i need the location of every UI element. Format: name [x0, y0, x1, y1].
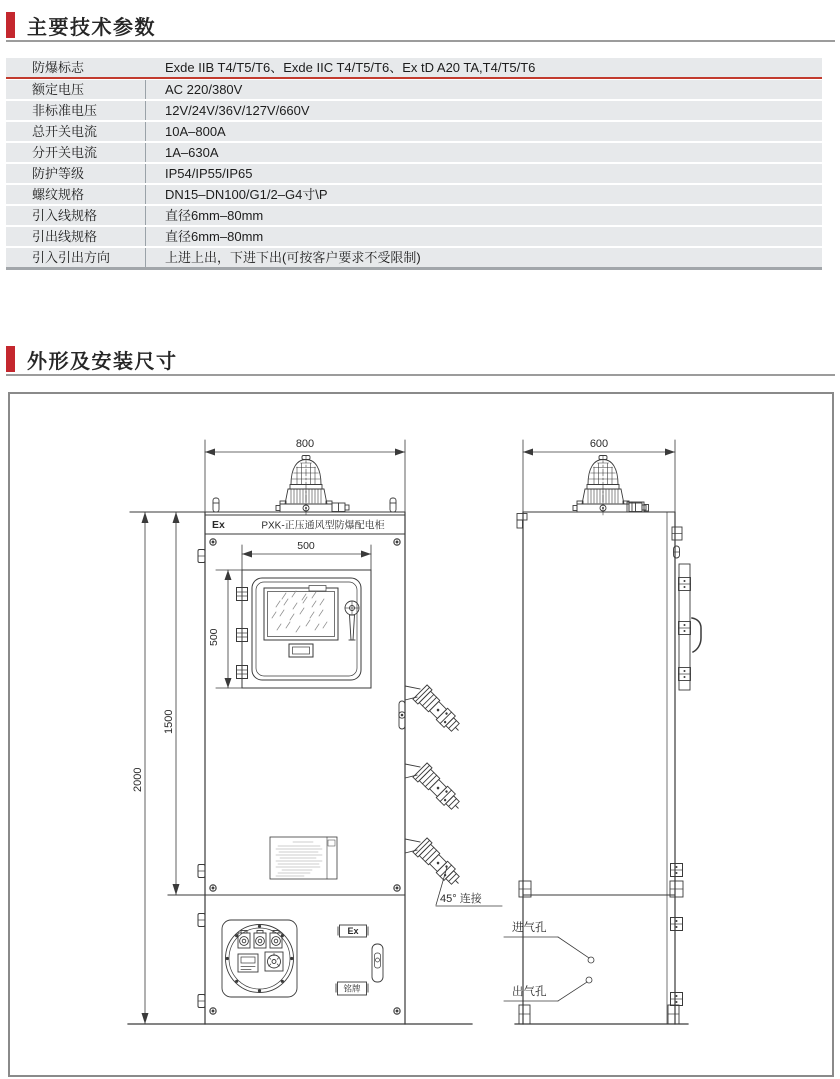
- warning-nameplate: [270, 837, 337, 879]
- connection-45-label: 45° 连接: [440, 893, 482, 905]
- front-view: [128, 438, 502, 1024]
- dimension-2000: [132, 512, 149, 1024]
- panel-meter: [238, 954, 258, 972]
- side-door-handle: [692, 618, 701, 652]
- side-view: [504, 438, 701, 1024]
- table-row: [6, 185, 822, 204]
- section-header: [6, 346, 835, 372]
- technical-drawing-frame: [8, 392, 834, 1077]
- air-inlet-callout: [504, 920, 594, 963]
- spec-value: 上进上出，下进下出(可按客户要求不受限制): [165, 250, 421, 265]
- beacon-side: [573, 455, 646, 515]
- dimension-600: [523, 438, 675, 511]
- screen-label-chip: [309, 586, 326, 592]
- dim-600-label: 600: [589, 438, 609, 450]
- hinge-rail: [679, 564, 702, 690]
- air-outlet-callout: [504, 977, 592, 1001]
- spec-table: [6, 58, 822, 270]
- table-row: [6, 206, 822, 225]
- section-rule: [6, 40, 835, 42]
- control-flange: [222, 920, 297, 997]
- red-accent-bar: [6, 12, 15, 38]
- table-row: [6, 143, 822, 162]
- spec-label: 螺纹规格: [6, 185, 146, 204]
- dim-500-width-label: 500: [297, 540, 315, 552]
- display-screen: [264, 586, 338, 641]
- cabinet-name-band: [205, 515, 405, 534]
- inner-door: [237, 570, 372, 688]
- ex-plate-label: Ex: [347, 926, 359, 936]
- bottom-panel: [222, 920, 383, 997]
- connection-45-callout: [436, 867, 502, 906]
- spec-value: 直径6mm–80mm: [165, 229, 264, 244]
- section-rule: [6, 374, 835, 376]
- top-left-bracket: [517, 514, 527, 529]
- spec-value: 1A–630A: [165, 145, 219, 160]
- nameplate-tag: [336, 982, 368, 995]
- spec-value: Exde IIB T4/T5/T6、Exde IIC T4/T5/T6、Ex tD A20 TA,T4/T5/T6: [165, 60, 536, 75]
- spec-value: 12V/24V/36V/127V/660V: [165, 103, 310, 118]
- cabinet-type-label: PXK-正压通风型防爆配电柜: [261, 520, 385, 532]
- panel-handle: [372, 944, 383, 982]
- dim-1500-label: 1500: [163, 709, 175, 734]
- dim-800-label: 800: [295, 438, 315, 450]
- panel-button: [265, 952, 283, 971]
- dim-2000-label: 2000: [132, 767, 144, 792]
- spec-label: 引入引出方向: [6, 248, 146, 267]
- spec-value: 10A–800A: [165, 124, 226, 139]
- spec-label: 防护等级: [6, 164, 146, 183]
- spec-value: DN15–DN100/G1/2–G4寸\P: [165, 187, 328, 202]
- table-row: [6, 227, 822, 246]
- beacon-front: [276, 455, 349, 515]
- beacon-junction-box: [627, 502, 649, 512]
- table-row: [6, 122, 822, 141]
- spec-label: 额定电压: [6, 80, 146, 99]
- nameplate-label: 铭牌: [343, 983, 361, 994]
- bottom-feet: [519, 1005, 679, 1024]
- section-header: [6, 12, 835, 38]
- spec-label: 非标准电压: [6, 101, 146, 120]
- spec-label: 总开关电流: [6, 122, 146, 141]
- red-accent-bar: [6, 346, 15, 372]
- ex-mark-label: Ex: [212, 519, 225, 531]
- section-dimensions: [6, 346, 835, 376]
- spec-value: 直径6mm–80mm: [165, 208, 264, 223]
- air-outlet-label: 出气孔: [512, 986, 547, 998]
- top-right-latch: [672, 527, 682, 558]
- spec-value: IP54/IP55/IP65: [165, 166, 253, 181]
- dimension-1500: [163, 512, 180, 895]
- table-row: [6, 58, 822, 79]
- dim-500-height-label: 500: [208, 628, 220, 646]
- spec-value: AC 220/380V: [165, 82, 243, 97]
- keypad-plate: [289, 644, 313, 657]
- ex-plate: [338, 925, 368, 937]
- cabinet-technical-drawing: [10, 394, 832, 1075]
- table-row: [6, 101, 822, 120]
- table-row: [6, 164, 822, 183]
- dimension-500-width: [242, 540, 371, 570]
- section-title: 主要技术参数: [27, 16, 156, 39]
- dimension-800: [205, 438, 405, 511]
- table-row: [6, 248, 822, 270]
- section-main-parameters: [6, 0, 835, 42]
- section-title: 外形及安装尺寸: [27, 350, 178, 373]
- spec-label: 分开关电流: [6, 143, 146, 162]
- door-latch: [399, 701, 405, 729]
- spec-label: 引入线规格: [6, 206, 146, 225]
- angled-connectors: [405, 685, 465, 890]
- spec-label: 引出线规格: [6, 227, 146, 246]
- spec-label: 防爆标志: [32, 60, 85, 75]
- air-inlet-label: 进气孔: [512, 922, 547, 934]
- table-row: [6, 80, 822, 99]
